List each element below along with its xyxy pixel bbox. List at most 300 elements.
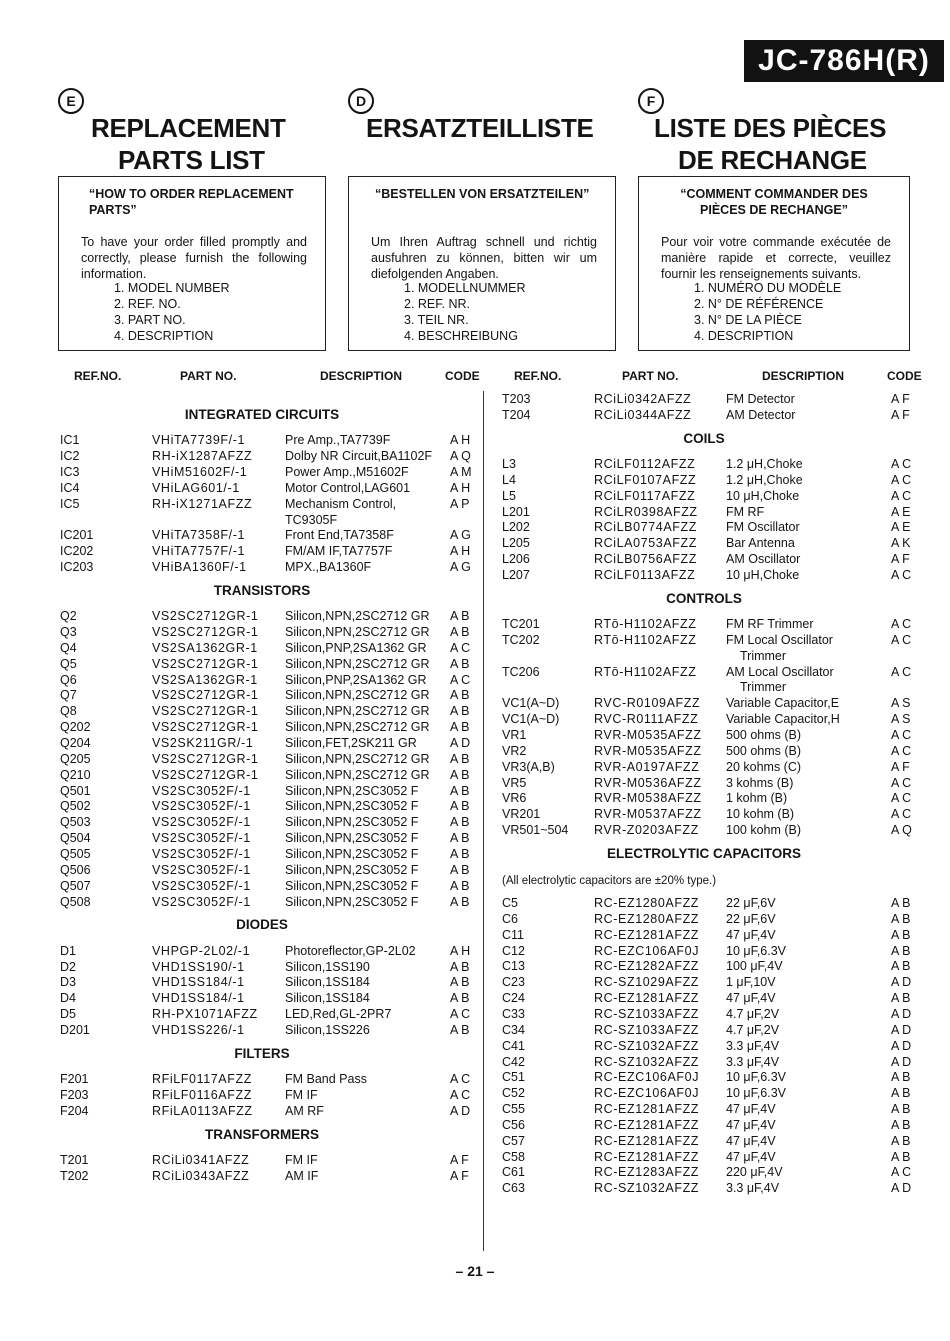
- code-cell: A F: [891, 407, 910, 422]
- header-german: [348, 88, 628, 178]
- desc-cell: 100 μF,4V: [726, 959, 783, 974]
- list-item: 3. TEIL NR.: [404, 313, 469, 327]
- desc-cell: Silicon,PNP,2SA1362 GR: [285, 672, 427, 687]
- desc-cell: Variable Capacitor,E: [726, 696, 840, 711]
- desc-cell: Silicon,NPN,2SC3052 F: [285, 831, 419, 846]
- code-cell: A K: [891, 536, 911, 551]
- code-cell: A E: [891, 504, 911, 519]
- part-cell: RFiLF0117AFZZ: [152, 1072, 252, 1087]
- part-cell: VS2SC3052F/-1: [152, 894, 251, 909]
- header-french: [638, 88, 928, 178]
- header-english: [58, 88, 308, 178]
- desc-cell: 500 ohms (B): [726, 728, 802, 743]
- ref-cell: C41: [502, 1038, 525, 1053]
- desc-cell: Silicon,PNP,2SA1362 GR: [285, 640, 427, 655]
- code-cell: A B: [450, 799, 470, 814]
- desc-cell: Silicon,NPN,2SC2712 GR: [285, 704, 430, 719]
- ref-cell: Q3: [60, 625, 77, 640]
- desc-cell: Silicon,1SS226: [285, 1022, 370, 1037]
- col-header-code: CODE: [445, 369, 480, 383]
- code-cell: A F: [450, 1152, 469, 1167]
- code-cell: A B: [450, 609, 470, 624]
- ref-cell: C63: [502, 1181, 525, 1196]
- ref-cell: C55: [502, 1102, 525, 1117]
- ref-cell: Q8: [60, 704, 77, 719]
- model-badge: JC-786H(R): [744, 40, 944, 82]
- desc-cell: FM/AM IF,TA7757F: [285, 544, 393, 559]
- ref-cell: Q205: [60, 751, 91, 766]
- code-cell: A B: [891, 927, 911, 942]
- ref-cell: C56: [502, 1117, 525, 1132]
- ref-cell: D201: [60, 1022, 90, 1037]
- list-item: 3. PART NO.: [114, 313, 186, 327]
- part-cell: RC-EZC106AF0J: [594, 1086, 700, 1101]
- desc-cell: 20 kohms (C): [726, 759, 802, 774]
- section-title: INTEGRATED CIRCUITS: [184, 407, 340, 422]
- part-cell: RH-iX1287AFZZ: [152, 449, 253, 464]
- desc-cell: Silicon,NPN,2SC3052 F: [285, 894, 419, 909]
- desc-cell: Silicon,NPN,2SC3052 F: [285, 878, 419, 893]
- code-cell: A C: [450, 1007, 471, 1022]
- desc-cell: 10 μH,Choke: [726, 567, 800, 582]
- code-cell: A B: [450, 831, 470, 846]
- section-title: CONTROLS: [666, 590, 742, 606]
- code-cell: A B: [450, 991, 470, 1006]
- part-cell: VS2SC2712GR-1: [152, 656, 259, 671]
- code-cell: A H: [450, 943, 471, 958]
- part-cell: RVC-R0109AFZZ: [594, 696, 701, 711]
- code-cell: A C: [450, 1087, 471, 1102]
- header-french-title2: DE RECHANGE: [678, 145, 867, 175]
- column-divider: [483, 391, 484, 1251]
- desc-cell: FM Band Pass: [285, 1072, 367, 1087]
- order-box-title: “HOW TO ORDER REPLACEMENT PARTS”: [89, 187, 294, 217]
- ref-cell: L3: [502, 456, 516, 471]
- part-cell: RTō-H1102AFZZ: [594, 632, 697, 647]
- code-cell: A F: [891, 759, 910, 774]
- ref-cell: Q507: [60, 878, 91, 893]
- ref-cell: C42: [502, 1054, 525, 1069]
- desc-cell: FM Local Oscillator: [726, 632, 833, 647]
- desc-cell: Silicon,NPN,2SC2712 GR: [285, 625, 430, 640]
- desc-cell: AM IF: [285, 1168, 319, 1183]
- ref-cell: L201: [502, 504, 530, 519]
- desc-cell: Trimmer: [740, 648, 787, 663]
- ref-cell: C12: [502, 943, 525, 958]
- part-cell: VS2SC2712GR-1: [152, 625, 259, 640]
- desc-cell: AM Local Oscillator: [726, 664, 834, 679]
- desc-cell: Silicon,NPN,2SC2712 GR: [285, 609, 430, 624]
- part-cell: RH-PX1071AFZZ: [152, 1007, 258, 1022]
- code-cell: A C: [891, 488, 912, 503]
- part-cell: RVR-M0535AFZZ: [594, 743, 702, 758]
- code-cell: A P: [450, 496, 470, 511]
- code-cell: A Q: [450, 449, 471, 464]
- part-cell: RCiLF0107AFZZ: [594, 472, 697, 487]
- part-cell: RVR-M0535AFZZ: [594, 728, 702, 743]
- ref-cell: C33: [502, 1006, 525, 1021]
- part-cell: RCiLi0343AFZZ: [152, 1168, 250, 1183]
- desc-cell: 47 μF,4V: [726, 1149, 776, 1164]
- ref-cell: VR3(A,B): [502, 759, 555, 774]
- code-cell: A B: [891, 1086, 911, 1101]
- desc-cell: AM Detector: [726, 407, 796, 422]
- code-cell: A B: [450, 704, 470, 719]
- ref-cell: Q501: [60, 783, 91, 798]
- desc-cell: Silicon,NPN,2SC2712 GR: [285, 767, 430, 782]
- part-cell: RCiLB0756AFZZ: [594, 552, 697, 567]
- ref-cell: IC1: [60, 433, 80, 448]
- ref-cell: L4: [502, 472, 516, 487]
- code-cell: A B: [891, 959, 911, 974]
- code-cell: A C: [891, 775, 912, 790]
- desc-cell: 47 μF,4V: [726, 927, 776, 942]
- part-cell: VS2SC3052F/-1: [152, 878, 251, 893]
- desc-cell: Motor Control,LAG601: [285, 480, 411, 495]
- language-letter-f-icon: F: [638, 88, 664, 114]
- desc-cell: 500 ohms (B): [726, 743, 802, 758]
- desc-cell: Silicon,FET,2SK211 GR: [285, 736, 417, 751]
- list-item: 4. DESCRIPTION: [694, 329, 794, 343]
- desc-cell: FM Oscillator: [726, 520, 800, 535]
- part-cell: RC-EZ1282AFZZ: [594, 959, 700, 974]
- desc-cell: Silicon,1SS184: [285, 991, 370, 1006]
- part-cell: RVR-M0538AFZZ: [594, 791, 702, 806]
- ref-cell: Q503: [60, 815, 91, 830]
- page-number: – 21 –: [455, 1263, 495, 1279]
- ref-cell: F203: [60, 1087, 89, 1102]
- code-cell: A C: [450, 1072, 471, 1087]
- order-box-title: “COMMENT COMMANDER DES PIÈCES DE RECHANGE”: [680, 187, 868, 217]
- part-cell: RC-SZ1032AFZZ: [594, 1181, 700, 1196]
- code-cell: A C: [891, 617, 912, 632]
- order-box-english: [58, 176, 326, 351]
- ref-cell: IC2: [60, 449, 80, 464]
- part-cell: RCiLi0342AFZZ: [594, 392, 692, 406]
- ref-cell: VR5: [502, 775, 527, 790]
- ref-cell: C51: [502, 1070, 525, 1085]
- desc-cell: Variable Capacitor,H: [726, 712, 840, 727]
- code-cell: A C: [891, 1165, 912, 1180]
- code-cell: A B: [891, 1117, 911, 1132]
- code-cell: A F: [891, 552, 910, 567]
- desc-cell: 3.3 μF,4V: [726, 1181, 780, 1196]
- code-cell: A B: [450, 862, 470, 877]
- part-cell: VHD1SS184/-1: [152, 975, 245, 990]
- desc-cell: Photoreflector,GP-2L02: [285, 943, 416, 958]
- desc-cell: 4.7 μF,2V: [726, 1006, 780, 1021]
- desc-cell: Silicon,NPN,2SC2712 GR: [285, 656, 430, 671]
- code-cell: A B: [450, 656, 470, 671]
- code-cell: A C: [891, 728, 912, 743]
- part-cell: VS2SC2712GR-1: [152, 767, 259, 782]
- section-title: ELECTROLYTIC CAPACITORS: [606, 845, 802, 861]
- code-cell: A C: [450, 640, 471, 655]
- ref-cell: L202: [502, 520, 530, 535]
- desc-cell: AM RF: [285, 1103, 324, 1118]
- desc-cell: AM Oscillator: [726, 552, 801, 567]
- part-cell: VS2SC2712GR-1: [152, 609, 259, 624]
- part-cell: VS2SA1362GR-1: [152, 640, 258, 655]
- ref-cell: L205: [502, 536, 530, 551]
- order-box-list: [694, 280, 841, 344]
- part-cell: RCiLR0398AFZZ: [594, 504, 698, 519]
- ref-cell: Q2: [60, 609, 77, 624]
- code-cell: A B: [891, 1102, 911, 1117]
- ref-cell: C6: [502, 911, 518, 926]
- section-title: COILS: [683, 430, 725, 446]
- code-cell: A B: [891, 991, 911, 1006]
- desc-cell: Pre Amp.,TA7739F: [285, 433, 391, 448]
- part-cell: RVR-A0197AFZZ: [594, 759, 700, 774]
- ref-cell: C61: [502, 1165, 525, 1180]
- code-cell: A B: [450, 1022, 470, 1037]
- desc-cell: FM RF Trimmer: [726, 617, 814, 632]
- ref-cell: Q7: [60, 688, 77, 703]
- order-box-list: [404, 280, 526, 344]
- col-header-ref: REF.NO.: [514, 369, 562, 383]
- ref-cell: T203: [502, 392, 531, 406]
- ref-cell: D2: [60, 959, 76, 974]
- code-cell: A C: [891, 743, 912, 758]
- ref-cell: Q502: [60, 799, 91, 814]
- language-letter-e-icon: E: [58, 88, 84, 114]
- ref-cell: IC201: [60, 528, 94, 543]
- desc-cell: Silicon,NPN,2SC3052 F: [285, 846, 419, 861]
- part-cell: VHD1SS184/-1: [152, 991, 245, 1006]
- ref-cell: C34: [502, 1022, 525, 1037]
- part-cell: RC-EZ1281AFZZ: [594, 1149, 700, 1164]
- ref-cell: C5: [502, 896, 518, 911]
- desc-cell: 1 μF,10V: [726, 975, 776, 990]
- part-cell: VS2SK211GR/-1: [152, 736, 254, 751]
- ref-cell: C57: [502, 1133, 525, 1148]
- code-cell: A C: [891, 456, 912, 471]
- code-cell: A C: [450, 672, 471, 687]
- part-cell: RC-EZ1283AFZZ: [594, 1165, 700, 1180]
- desc-cell: 47 μF,4V: [726, 1102, 776, 1117]
- header-german-title1: ERSATZTEILLISTE: [366, 113, 594, 143]
- code-cell: A G: [450, 560, 471, 575]
- ref-cell: VR1: [502, 728, 527, 743]
- ref-cell: F201: [60, 1072, 89, 1087]
- desc-cell: 3.3 μF,4V: [726, 1054, 780, 1069]
- ref-cell: TC202: [502, 632, 540, 647]
- code-cell: A B: [450, 959, 470, 974]
- section-note: (All electrolytic capacitors are ±20% type.): [502, 875, 717, 888]
- part-cell: RVR-M0537AFZZ: [594, 807, 702, 822]
- desc-cell: 3 kohms (B): [726, 775, 794, 790]
- desc-cell: 22 μF,6V: [726, 896, 776, 911]
- desc-cell: 10 μF,6.3V: [726, 1070, 787, 1085]
- desc-cell: 4.7 μF,2V: [726, 1022, 780, 1037]
- desc-cell: Silicon,NPN,2SC3052 F: [285, 815, 419, 830]
- part-cell: RC-EZ1281AFZZ: [594, 927, 700, 942]
- code-cell: A D: [891, 1054, 912, 1069]
- section-title: TRANSFORMERS: [205, 1126, 319, 1142]
- order-box-german: [348, 176, 616, 351]
- code-cell: A C: [891, 807, 912, 822]
- desc-cell: LED,Red,GL-2PR7: [285, 1007, 392, 1022]
- code-cell: A C: [891, 791, 912, 806]
- part-cell: RC-SZ1033AFZZ: [594, 1006, 700, 1021]
- code-cell: A D: [891, 1022, 912, 1037]
- ref-cell: Q204: [60, 736, 91, 751]
- part-cell: VS2SC3052F/-1: [152, 799, 251, 814]
- part-cell: VS2SC2712GR-1: [152, 704, 259, 719]
- ref-cell: VR201: [502, 807, 541, 822]
- code-cell: A D: [891, 1006, 912, 1021]
- ref-cell: C23: [502, 975, 525, 990]
- code-cell: A E: [891, 520, 911, 535]
- ref-cell: IC203: [60, 560, 94, 575]
- ref-cell: C13: [502, 959, 525, 974]
- col-header-part: PART NO.: [622, 369, 679, 383]
- part-cell: VHD1SS226/-1: [152, 1022, 245, 1037]
- part-cell: VHiBA1360F/-1: [152, 560, 247, 575]
- code-cell: A M: [450, 464, 472, 479]
- order-box-list: [114, 280, 230, 344]
- ref-cell: T202: [60, 1168, 89, 1183]
- ref-cell: VC1(A~D): [502, 712, 560, 727]
- part-cell: VHiTA7757F/-1: [152, 544, 246, 559]
- code-cell: A D: [891, 1038, 912, 1053]
- header-french-title1: LISTE DES PIÈCES: [654, 113, 887, 143]
- code-cell: A B: [891, 1133, 911, 1148]
- ref-cell: Q504: [60, 831, 91, 846]
- ref-cell: D1: [60, 943, 76, 958]
- ref-cell: Q5: [60, 656, 77, 671]
- code-cell: A D: [891, 975, 912, 990]
- code-cell: A C: [891, 664, 912, 679]
- ref-cell: Q506: [60, 862, 91, 877]
- code-cell: A D: [450, 736, 471, 751]
- ref-cell: L207: [502, 567, 530, 582]
- code-cell: A H: [450, 480, 471, 495]
- desc-cell: Front End,TA7358F: [285, 528, 394, 543]
- code-cell: A B: [450, 975, 470, 990]
- part-cell: RC-SZ1033AFZZ: [594, 1022, 700, 1037]
- code-cell: A B: [450, 894, 470, 909]
- desc-cell: Mechanism Control,: [285, 496, 397, 511]
- part-cell: RVR-Z0203AFZZ: [594, 823, 699, 838]
- desc-cell: FM IF: [285, 1152, 318, 1167]
- part-cell: VHD1SS190/-1: [152, 959, 245, 974]
- ref-cell: F204: [60, 1103, 89, 1118]
- part-cell: RC-EZ1281AFZZ: [594, 1102, 700, 1117]
- desc-cell: 10 μF,6.3V: [726, 943, 787, 958]
- ref-cell: IC3: [60, 464, 80, 479]
- part-cell: VS2SA1362GR-1: [152, 672, 258, 687]
- ref-cell: C24: [502, 991, 525, 1006]
- part-cell: RCiLF0112AFZZ: [594, 456, 696, 471]
- code-cell: A B: [450, 783, 470, 798]
- col-header-desc: DESCRIPTION: [762, 369, 845, 383]
- desc-cell: 3.3 μF,4V: [726, 1038, 780, 1053]
- part-cell: RC-SZ1029AFZZ: [594, 975, 700, 990]
- desc-cell: Silicon,NPN,2SC3052 F: [285, 799, 419, 814]
- code-cell: A S: [891, 712, 911, 727]
- order-box-text: Pour voir votre commande exécutée de manière rapide et correcte, veuillez fournir les renseignements suivants.: [661, 235, 891, 281]
- code-cell: A B: [891, 1070, 911, 1085]
- desc-cell: 1 kohm (B): [726, 791, 788, 806]
- part-cell: VS2SC2712GR-1: [152, 688, 259, 703]
- part-cell: RC-EZ1280AFZZ: [594, 896, 700, 911]
- code-cell: A B: [450, 767, 470, 782]
- part-cell: VHiM51602F/-1: [152, 464, 248, 479]
- part-cell: RC-EZ1281AFZZ: [594, 1117, 700, 1132]
- desc-cell: FM IF: [285, 1087, 318, 1102]
- ref-cell: Q202: [60, 720, 91, 735]
- ref-cell: Q505: [60, 846, 91, 861]
- part-cell: VHPGP-2L02/-1: [152, 943, 251, 958]
- code-cell: A F: [891, 392, 910, 406]
- ref-cell: Q508: [60, 894, 91, 909]
- code-cell: A B: [891, 943, 911, 958]
- code-cell: A F: [450, 1168, 469, 1183]
- code-cell: A Q: [891, 823, 912, 838]
- part-cell: RC-EZ1281AFZZ: [594, 1133, 700, 1148]
- part-cell: RVC-R0111AFZZ: [594, 712, 699, 727]
- desc-cell: 10 kohm (B): [726, 807, 795, 822]
- code-cell: A S: [891, 696, 911, 711]
- desc-cell: 10 μF,6.3V: [726, 1086, 787, 1101]
- code-cell: A C: [891, 632, 912, 647]
- desc-cell: 100 kohm (B): [726, 823, 802, 838]
- desc-cell: Trimmer: [740, 680, 787, 695]
- list-item: 3. N° DE LA PIÈCE: [694, 313, 802, 327]
- ref-cell: Q210: [60, 767, 91, 782]
- part-cell: RTō-H1102AFZZ: [594, 664, 697, 679]
- col-header-desc: DESCRIPTION: [320, 369, 403, 383]
- col-header-part: PART NO.: [180, 369, 237, 383]
- ref-cell: VR6: [502, 791, 527, 806]
- part-cell: RCiLi0341AFZZ: [152, 1152, 250, 1167]
- part-cell: RC-SZ1032AFZZ: [594, 1038, 700, 1053]
- part-cell: VS2SC3052F/-1: [152, 783, 251, 798]
- part-cell: RFiLA0113AFZZ: [152, 1103, 253, 1118]
- ref-cell: T201: [60, 1152, 89, 1167]
- desc-cell: Silicon,NPN,2SC2712 GR: [285, 688, 430, 703]
- part-cell: VHiTA7739F/-1: [152, 433, 246, 448]
- desc-cell: Silicon,NPN,2SC2712 GR: [285, 720, 430, 735]
- desc-cell: Silicon,NPN,2SC3052 F: [285, 783, 419, 798]
- language-letter-d-icon: D: [348, 88, 374, 114]
- code-cell: A H: [450, 433, 471, 448]
- part-cell: VHiTA7358F/-1: [152, 528, 246, 543]
- desc-cell: Power Amp.,M51602F: [285, 464, 409, 479]
- code-cell: A B: [891, 896, 911, 911]
- part-cell: RCiLA0753AFZZ: [594, 536, 697, 551]
- desc-cell: 10 μH,Choke: [726, 488, 800, 503]
- ref-cell: VC1(A~D): [502, 696, 560, 711]
- ref-cell: VR501~504: [502, 823, 569, 838]
- ref-cell: T204: [502, 407, 531, 422]
- desc-cell: 47 μF,4V: [726, 1117, 776, 1132]
- code-cell: A B: [450, 878, 470, 893]
- desc-cell: 1.2 μH,Choke: [726, 472, 803, 487]
- part-cell: RC-EZC106AF0J: [594, 1070, 700, 1085]
- desc-cell: Silicon,1SS184: [285, 975, 370, 990]
- part-cell: RCiLB0774AFZZ: [594, 520, 697, 535]
- part-cell: RTō-H1102AFZZ: [594, 617, 697, 632]
- part-cell: RCiLi0344AFZZ: [594, 407, 692, 422]
- list-item: 2. REF. NR.: [404, 297, 470, 311]
- list-item: 4. BESCHREIBUNG: [404, 329, 518, 343]
- desc-cell: Silicon,NPN,2SC3052 F: [285, 862, 419, 877]
- header-english-title1: REPLACEMENT: [91, 113, 286, 143]
- part-cell: VS2SC3052F/-1: [152, 831, 251, 846]
